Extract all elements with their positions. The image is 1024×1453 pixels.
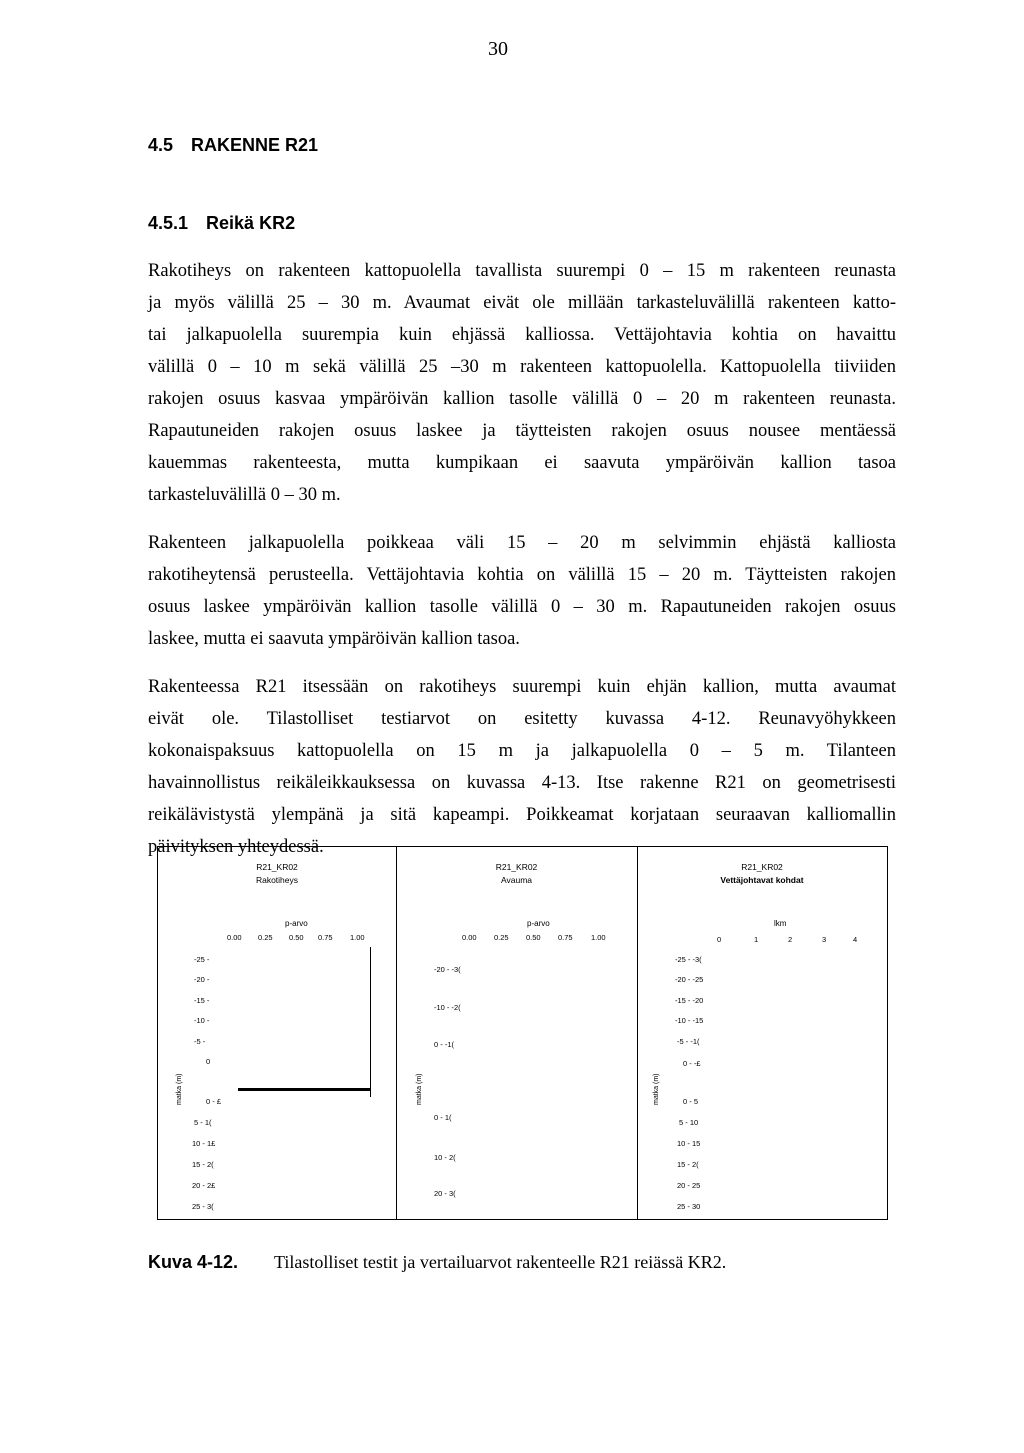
paragraph-line: Rapautuneiden rakojen osuus laskee ja täytteisten rakojen osuus nousee mentäessä	[148, 421, 896, 441]
paragraph-line: rakotiheytensä perusteella. Vettäjohtavia kohtia on välillä 15 – 20 m. Täytteisten rakojen	[148, 565, 896, 585]
scale-label: p-arvo	[527, 919, 550, 928]
category-label: 20 - 3(	[434, 1189, 456, 1198]
paragraph-line: laskee, mutta ei saavuta ympäröivän kallion tasoa.	[148, 629, 520, 649]
category-label: -20 - -3(	[434, 965, 461, 974]
page-number: 30	[488, 38, 508, 60]
paragraph-line: havainnollistus reikäleikkauksessa on kuvassa 4-13. Itse rakenne R21 on geometrisesti	[148, 773, 896, 793]
panel-title: R21_KR02	[741, 862, 783, 872]
paragraph-line: osuus laskee ympäröivän kallion tasolle välillä 0 – 30 m. Rapautuneiden rakojen osuus	[148, 597, 896, 617]
panel-vettajohtavat-kohdat	[637, 847, 887, 1219]
figure-caption	[148, 1252, 726, 1273]
paragraph-line: Rakenteen jalkapuolella poikkeaa väli 15 – 20 m selvimmin ehjästä kalliosta	[148, 533, 896, 553]
scale-tick: 0	[717, 935, 722, 944]
category-label: 0 - -£	[683, 1059, 701, 1068]
scale-tick: 2	[788, 935, 793, 944]
category-label: 25 - 3(	[192, 1202, 214, 1211]
category-label: -5 -	[194, 1037, 206, 1046]
paragraph-3	[148, 671, 896, 863]
category-label: 10 - 1£	[192, 1139, 216, 1148]
category-label: 15 - 2(	[192, 1160, 214, 1169]
category-label: -10 - -2(	[434, 1003, 461, 1012]
figure-4-12	[157, 846, 888, 1220]
category-label: -5 - -1(	[677, 1037, 700, 1046]
category-label: -10 -	[194, 1016, 210, 1025]
caption-label: Kuva 4-12.	[148, 1252, 239, 1272]
scale-tick: 0.25	[258, 933, 273, 942]
paragraph-line: Rakotiheys on rakenteen kattopuolella tavallista suurempi 0 – 15 m rakenteen reunasta	[148, 261, 896, 281]
scale-tick: 0.50	[526, 933, 541, 942]
category-label: 0 - £	[206, 1097, 222, 1106]
scale-tick: 0.50	[289, 933, 304, 942]
category-label: -25 -	[194, 955, 210, 964]
panel-subtitle: Vettäjohtavat kohdat	[720, 875, 804, 885]
category-label: -25 - -3(	[675, 955, 702, 964]
scale-tick: 1	[754, 935, 759, 944]
scale-tick: 0.25	[494, 933, 509, 942]
paragraph-line: kokonaispaksuus kattopuolella on 15 m ja jalkapuolella 0 – 5 m. Tilanteen	[148, 741, 896, 761]
category-label: -20 - -25	[675, 975, 704, 984]
category-label: -15 -	[194, 996, 210, 1005]
data-bar	[238, 1088, 371, 1091]
paragraph-line: välillä 0 – 10 m sekä välillä 25 –30 m rakenteen kattopuolella. Kattopuolella tiiviiden	[148, 357, 896, 377]
scale-tick: 3	[822, 935, 827, 944]
paragraph-line: tai jalkapuolella suurempia kuin ehjässä kalliossa. Vettäjohtavia kohtia on havaittu	[148, 325, 896, 345]
category-label: 15 - 2(	[677, 1160, 699, 1169]
category-label: 20 - 25	[677, 1181, 701, 1190]
scale-label: p-arvo	[285, 919, 308, 928]
paragraph-line: kauemmas rakenteesta, mutta kumpikaan ei saavuta ympäröivän kallion tasoa	[148, 453, 896, 473]
category-label: -15 - -20	[675, 996, 704, 1005]
paragraph-line: tarkasteluvälillä 0 – 30 m.	[148, 485, 341, 505]
paragraph-1	[148, 255, 896, 511]
paragraph-line: Rakenteessa R21 itsessään on rakotiheys suurempi kuin ehjän kallion, mutta avaumat	[148, 677, 896, 697]
scale-tick: 0.75	[318, 933, 333, 942]
panel-rakotiheys	[158, 847, 397, 1219]
scale-label: lkm	[774, 919, 787, 928]
category-label: 25 - 30	[677, 1202, 701, 1211]
category-label: 10 - 15	[677, 1139, 701, 1148]
panel-subtitle: Avauma	[500, 875, 533, 885]
scale-tick: 4	[853, 935, 858, 944]
caption-text: Tilastolliset testit ja vertailuarvot rakenteelle R21 reiässä KR2.	[274, 1252, 727, 1272]
category-label: 0 - 1(	[434, 1113, 452, 1122]
paragraph-2	[148, 527, 896, 655]
section-heading: 4.5 RAKENNE R21	[148, 135, 319, 155]
scale-tick: 0.75	[558, 933, 573, 942]
panel-title: R21_KR02	[495, 862, 538, 872]
category-label: 10 - 2(	[434, 1153, 456, 1162]
scale-tick: 0.00	[227, 933, 242, 942]
panel-subtitle: Rakotiheys	[255, 875, 299, 885]
category-label: 5 - 1(	[194, 1118, 212, 1127]
panel-title: R21_KR02	[256, 862, 298, 872]
y-axis-label: matka (m)	[653, 1073, 660, 1105]
category-label: 0 - -1(	[434, 1040, 455, 1049]
category-label: -20 -	[194, 975, 210, 984]
category-label: -10 - -15	[675, 1016, 704, 1025]
paragraph-line: päivityksen yhteydessä.	[148, 837, 324, 857]
paragraph-line: eivät ole. Tilastolliset testiarvot on esitetty kuvassa 4-12. Reunavyöhykkeen	[148, 709, 896, 729]
category-label: 20 - 2£	[192, 1181, 216, 1190]
scale-tick: 1.00	[591, 933, 606, 942]
panel-avauma	[396, 847, 638, 1219]
scale-tick: 0.00	[462, 933, 477, 942]
category-label: 0 - 5	[683, 1097, 699, 1106]
category-label: 0	[206, 1057, 211, 1066]
category-label: 5 - 10	[679, 1118, 699, 1127]
subsection-heading: 4.5.1 Reikä KR2	[148, 213, 296, 233]
scale-tick: 1.00	[350, 933, 365, 942]
reference-line	[370, 947, 371, 1097]
y-axis-label: matka (m)	[176, 1073, 183, 1105]
y-axis-label: matka (m)	[416, 1073, 423, 1105]
paragraph-line: rakojen osuus kasvaa ympäröivän kallion tasolle välillä 0 – 20 m rakenteen reunasta.	[148, 389, 896, 409]
paragraph-line: ja myös välillä 25 – 30 m. Avaumat eivät ole millään tarkasteluvälillä rakenteen katto-	[148, 293, 896, 313]
paragraph-line: reikälävistystä ylempänä ja sitä kapeampi. Poikkeamat korjataan seuraavan kalliomallin	[148, 805, 896, 825]
